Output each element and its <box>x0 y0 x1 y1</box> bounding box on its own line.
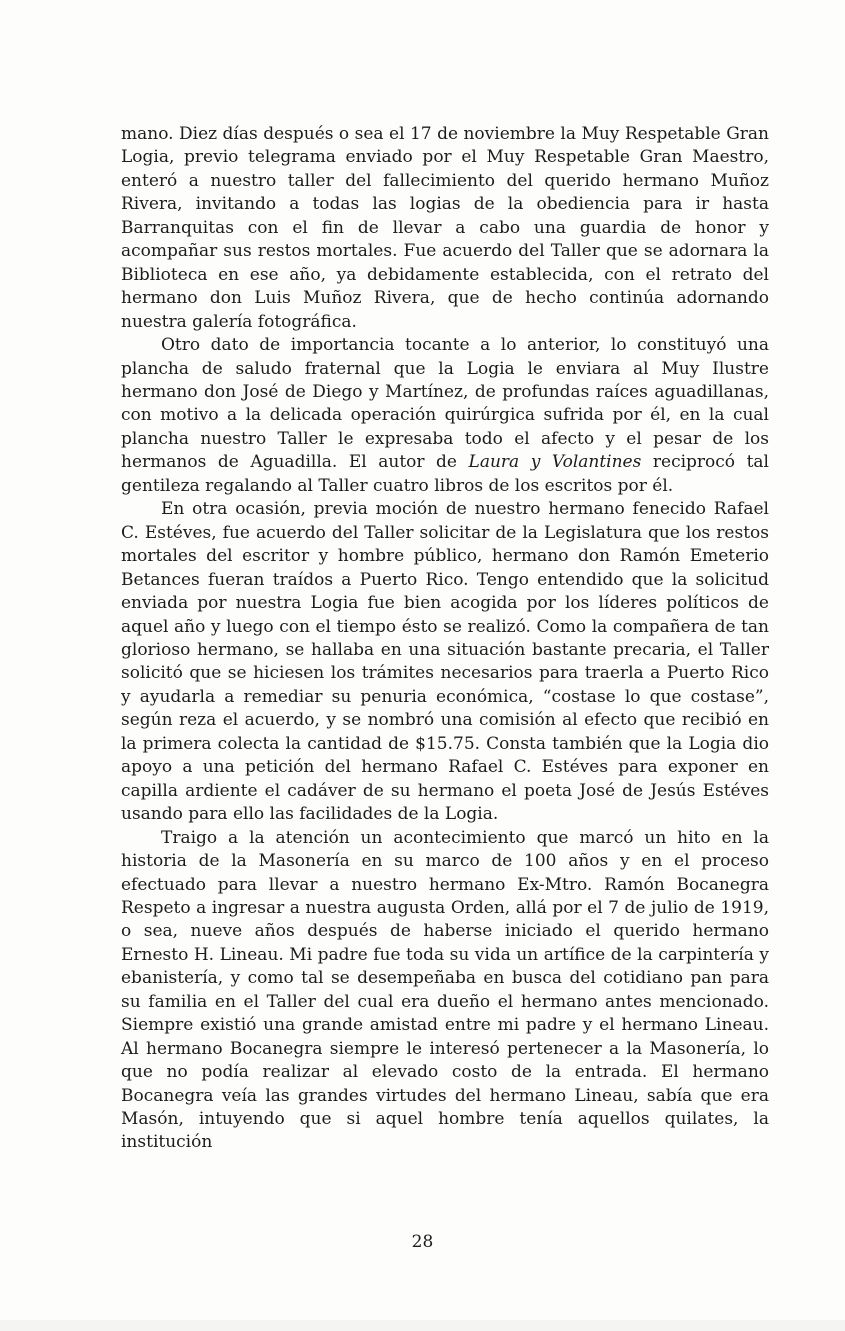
paragraph-2 <box>121 334 769 498</box>
paragraph-2-after: reciprocó tal gentileza regalando al Taller cuatro libros de los escritos por él. <box>121 452 769 496</box>
page-bottom-edge <box>0 1320 845 1331</box>
paragraph-4: Traigo a la atención un acontecimiento que marcó un hito en la historia de la Masonería en su marco de 100 años y en el proceso efectuado para llevar a nuestro hermano Ex-Mtro. Ramón Bocanegra Respeto a ingresar a nuestra augusta Orden, allá por el 7 de julio de 1919, o sea, nueve años después de haberse iniciado el querido hermano Ernesto H. Lineau. Mi padre fue toda su vida un artífice de la carpintería y ebanistería, y como tal se desempeñaba en busca del cotidiano pan para su familia en el Taller del cual era dueño el hermano antes mencionado. Siempre existió una grande amistad entre mi padre y el hermano Lineau. Al hermano Bocanegra siempre le interesó pertenecer a la Masonería, lo que no podía realizar al elevado costo de la entrada. El hermano Bocanegra veía las grandes virtudes del hermano Lineau, sabía que era Masón, intuyendo que si aquel hombre tenía aquellos quilates, la institución <box>121 827 769 1153</box>
paragraph-2-before: Otro dato de importancia tocante a lo anterior, lo constituyó una plancha de saludo fraternal que la Logia le enviara al Muy Ilustre hermano don José de Diego y Martínez, de profundas raíces aguadillanas, con motivo a la delicada operación quirúrgica sufrida por él, en la cual plancha nuestro Taller le expresaba todo el afecto y el pesar de los hermanos de Aguadilla. El autor de <box>121 335 769 473</box>
paragraph-3: En otra ocasión, previa moción de nuestro hermano fenecido Rafael C. Estéves, fue acuerdo del Taller solicitar de la Legislatura que los restos mortales del escritor y hombre público, hermano don Ramón Emeterio Betances fueran traídos a Puerto Rico. Tengo entendido que la solicitud enviada por nuestra Logia fue bien acogida por los líderes políticos de aquel año y luego con el tiempo ésto se realizó. Como la compañera de tan glorioso hermano, se hallaba en una situación bastante precaria, el Taller solicitó que se hiciesen los trámites necesarios para traerla a Puerto Rico y ayudarla a remediar su penuria económica, “costase lo que costase”, según reza el acuerdo, y se nombró una comisión al efecto que recibió en la primera colecta la cantidad de $15.75. Consta también que la Logia dio apoyo a una petición del hermano Rafael C. Estéves para exponer en capilla ardiente el cadáver de su hermano el poeta José de Jesús Estéves usando para ello las facilidades de la Logia. <box>121 499 769 825</box>
body-text <box>121 123 769 1155</box>
page-number: 28 <box>411 1232 434 1252</box>
book-title-italic: Laura y Volantines <box>468 452 642 473</box>
paragraph-1: mano. Diez días después o sea el 17 de noviembre la Muy Respetable Gran Logia, previo telegrama enviado por el Muy Respetable Gran Maestro, enteró a nuestro taller del fallecimiento del querido hermano Muñoz Rivera, invitando a todas las logias de la obediencia para ir hasta Barranquitas con el fin de llevar a cabo una guardia de honor y acompañar sus restos mortales. Fue acuerdo del Taller que se adornara la Biblioteca en ese año, ya debidamente establecida, con el retrato del hermano don Luis Muñoz Rivera, que de hecho continúa adornando nuestra galería fotográfica. <box>121 124 769 332</box>
